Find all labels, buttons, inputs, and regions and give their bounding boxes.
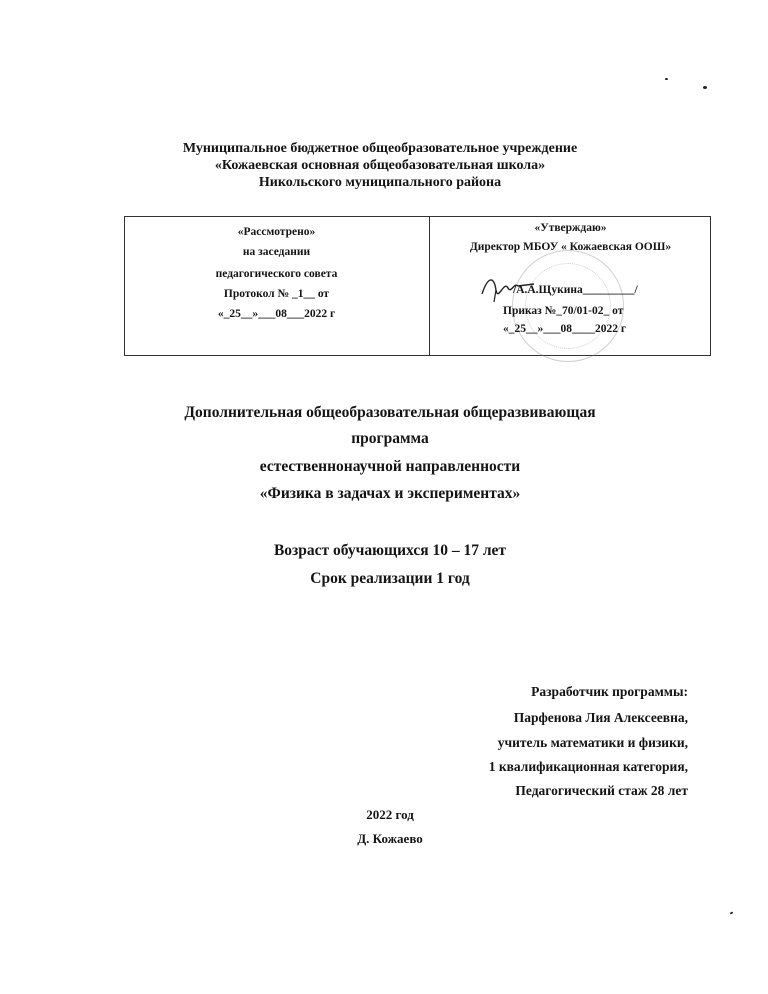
approval-table-divider: [429, 216, 430, 356]
scan-speck: [730, 911, 734, 914]
scan-speck: [703, 86, 707, 89]
approval-right-title: «Утверждаю»: [534, 222, 607, 234]
organization-line-2: «Кожаевская основная общеобазовательная школа»: [214, 158, 546, 173]
approval-left-title: «Рассмотрено»: [237, 226, 316, 238]
approval-right-line-1: Директор МБОУ « Кожаевская ООШ»: [469, 241, 672, 253]
developer-category: 1 квалификационная категория,: [488, 759, 688, 774]
developer-position: учитель математики и физики,: [497, 735, 688, 750]
program-title-line-4: «Физика в задачах и экспериментах»: [259, 485, 521, 502]
program-title-line-1: Дополнительная общеобразовательная общеразвивающая: [184, 404, 596, 421]
developer-experience: Педагогический стаж 28 лет: [515, 783, 688, 798]
approval-left-line-2: педагогического совета: [215, 268, 338, 280]
document-place: Д. Кожаево: [357, 831, 423, 846]
approval-right-line-2: /А.А.Щукина_________/: [513, 284, 638, 296]
student-age: Возраст обучающихся 10 – 17 лет: [273, 542, 507, 559]
approval-left-line-3: Протокол № _1__ от: [223, 288, 330, 300]
organization-line-1: Муниципальное бюджетное общеобразовательное учреждение: [182, 141, 578, 156]
approval-left-line-1: на заседании: [242, 246, 311, 258]
scan-speck: [665, 78, 668, 80]
implementation-term: Срок реализации 1 год: [310, 570, 470, 587]
approval-left-line-4: «_25__»___08___2022 г: [217, 308, 336, 320]
approval-right-line-4: «_25__»___08____2022 г: [503, 323, 627, 335]
approval-right-line-3: Приказ №_70/01-02_ от: [503, 305, 624, 317]
document-year: 2022 год: [366, 807, 414, 822]
developer-heading: Разработчик программы:: [531, 684, 688, 699]
program-title-line-2: программа: [351, 430, 429, 447]
program-title-line-3: естественнонаучной направленности: [259, 458, 521, 475]
developer-name: Парфенова Лия Алексеевна,: [513, 710, 688, 725]
organization-line-3: Никольского муниципального района: [258, 175, 502, 190]
